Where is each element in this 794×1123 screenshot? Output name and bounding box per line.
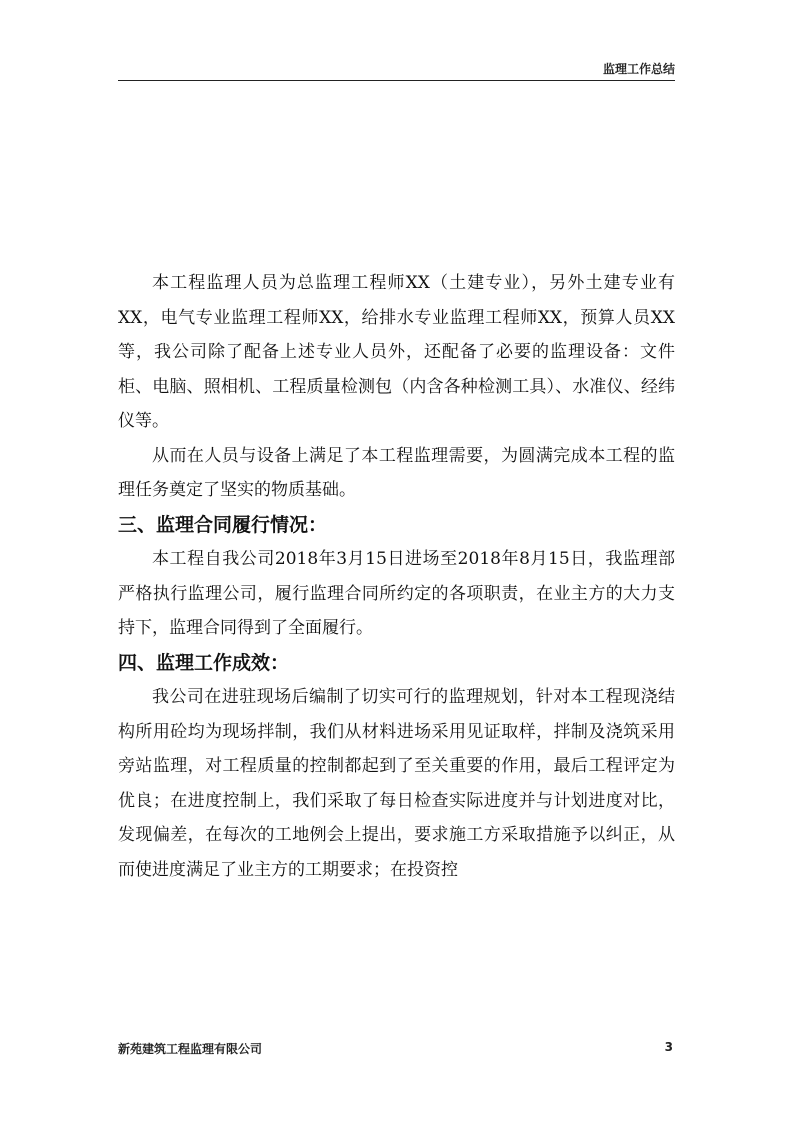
paragraph-results: 我公司在进驻现场后编制了切实可行的监理规划，针对本工程现浇结构所用砼均为现场拌制，我们从材料进场采用见证取样，拌制及浇筑采用旁站监理，对工程质量的控制都起到了至关重要的作用，最后工程评定为优良；在进度控制上，我们采取了每日检查实际进度并与计划进度对比，发现偏差，在每次的工地例会上提出，要求施工方采取措施予以纠正，从而使进度满足了业主方的工期要求；在投资控 bbox=[118, 687, 675, 880]
page-header bbox=[118, 56, 675, 81]
page-footer bbox=[118, 1040, 675, 1060]
paragraph-contract: 本工程自我公司2018年3月15日进场至2018年8月15日，我监理部严格执行监理公司，履行监理合同所约定的各项职责，在业主方的大力支持下，监理合同得到了全面履行。 bbox=[118, 549, 675, 638]
page-number: 3 bbox=[664, 1040, 673, 1054]
section-heading-contract: 三、监理合同履行情况： bbox=[118, 513, 328, 536]
paragraph-foundation: 从而在人员与设备上满足了本工程监理需要，为圆满完成本工程的监理任务奠定了坚实的物质基础。 bbox=[118, 445, 675, 500]
footer-company: 新苑建筑工程监理有限公司 bbox=[118, 1042, 263, 1056]
document-body bbox=[118, 266, 675, 887]
section-heading-results: 四、监理工作成效： bbox=[118, 651, 290, 674]
header-title: 监理工作总结 bbox=[602, 62, 675, 76]
paragraph-staffing: 本工程监理人员为总监理工程师XX（土建专业），另外土建专业有XX，电气专业监理工程师XX，给排水专业监理工程师XX，预算人员XX等，我公司除了配备上述专业人员外，还配备了必要的监理设备：文件柜、电脑、照相机、工程质量检测包（内含各种检测工具）、水准仪、经纬仪等。 bbox=[118, 273, 675, 431]
